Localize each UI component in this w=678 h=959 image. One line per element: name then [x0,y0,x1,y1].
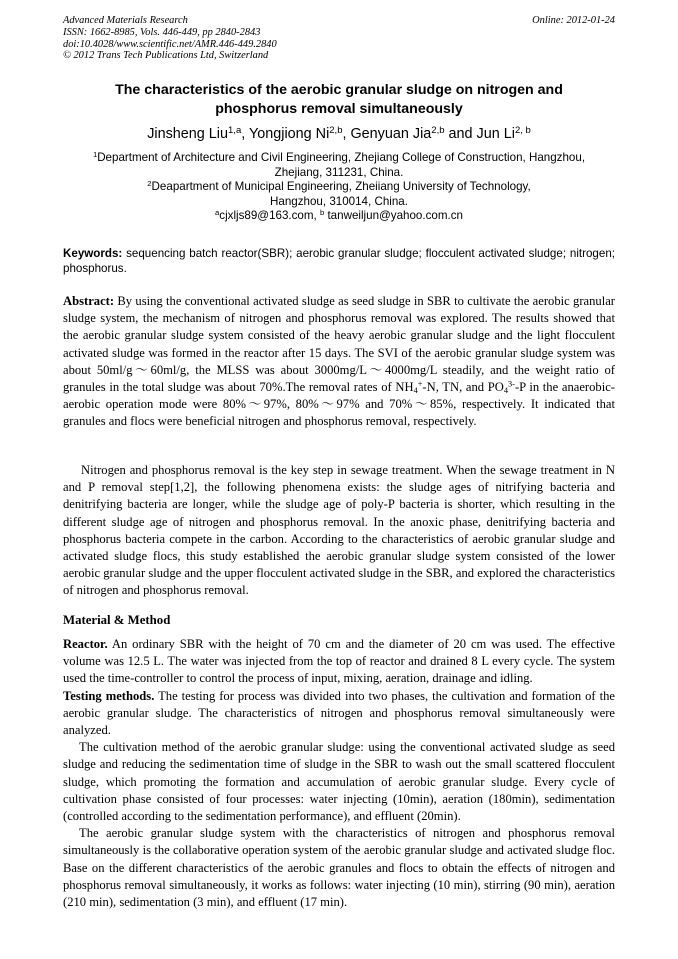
author-affiliation-sup: 2, b [514,124,531,136]
abstract-text-3: -P in the anaerobic-aerobic operation mode were 80%～97%, 80%～97% and 70%～85%, respectively. It indicated that granules and flocs were beneficial nitrogen and phosphorus removal, respectively. [63,380,615,429]
reactor-text: An ordinary SBR with the height of 70 cm and the diameter of 20 cm was used. The effective volume was 12.5 L. The water was injected from the top of reactor and drained 8 L every cycle. The system used the time-controller to control the process of input, mixing, aeration, drainage and idling. [63,637,615,686]
affiliation-2-text: Deapartment of Municipal Engineering, Zheiiang University of Technology, [151,180,531,194]
affiliation-2-marker: 2 [147,178,152,188]
title-line-2: phosphorus removal simultaneously [215,100,463,117]
copyright-line: © 2012 Trans Tech Publications Ltd, Switzerland [63,50,269,62]
email-line [63,209,615,224]
affiliation-2-line-2: Hangzhou, 310014, China. [270,194,408,208]
author-name: Jinsheng Liu [147,126,229,142]
author-name: Genyuan Jia [350,126,432,142]
email-a-marker: a [215,208,220,218]
author-name: Jun Li [476,126,515,142]
abstract-text-1: By using the conventional activated sludge as seed sludge in SBR to cultivate the aerobic granular sludge system, the mechanism of nitrogen and phosphorus removal was explored. The results showed that the aerobic granular sludge system consisted of the heavy aerobic granular sludge and the light flocculent activated sludge was formed in the reactor after 15 days. The SVI of the aerobic granular sludge system was about 50ml/g～60ml/g, the MLSS was about 3000mg/L～4000mg/L steadily, and the weight ratio of granules in the total sludge was about 70%.The removal rates of NH [63,294,615,395]
reactor-label: Reactor. [63,637,108,651]
method-section [63,636,615,911]
affiliation-1-line-2: Zhejiang, 311231, China. [274,165,404,179]
journal-header [63,15,615,62]
email-b: tanweiljun@yahoo.com.cn [324,209,463,223]
keywords-label: Keywords: [63,247,123,260]
abstract-text-2: -N, TN, and PO [422,380,504,395]
email-b-marker: b [319,208,325,218]
system-paragraph: The aerobic granular sludge system with the characteristics of nitrogen and phosphorus removal simultaneously is the collaborative operation system of the aerobic granular sludge and activated sludge floc. Base on the different characteristics of the aerobic granules and flocs to obtain the effects of nitrogen and phosphorus removal simultaneously, it works as follows: water injecting (10 min), stirring (90 min), aeration (210 min), sedimentation (3 min), and effluent (17 min). [63,826,615,910]
po4-subscript: 4 [503,386,509,396]
cultivation-paragraph: The cultivation method of the aerobic granular sludge: using the conventional activated sludge as seed sludge and reducing the sedimentation time of sludge in the SBR to wash out the small scattered flocculent sludge, which promoting the formation and accumulation of aerobic granular sludge. Every cycle of cultivation phase consisted of four processes: water injecting (10min), aeration (180min), sedimentation (controlled according to the sedimentation performance), and effluent (20min). [63,740,615,824]
doi-line: doi:10.4028/www.scientific.net/AMR.446-449.2840 [63,38,277,50]
issn-line: ISSN: 1662-8985, Vols. 446-449, pp 2840-2843 [63,26,261,38]
title-line-1: The characteristics of the aerobic granular sludge on nitrogen and [115,82,563,98]
author-name: Yongjiong Ni [248,126,330,142]
paper-title [63,81,615,118]
introduction-paragraph: Nitrogen and phosphorus removal is the key step in sewage treatment. When the sewage treatment in N and P removal step[1,2], the following phenomena exists: the sludge ages of nitrifying bacteria and denitrifying bacteria are longer, while the sludge age of poly-P bacteria is shorter, which resulting in the different sludge age of nitrogen and phosphorus removal. In the anoxic phase, denitrifying bacteria and phosphorus bacteria compete in the carbon. According to the characteristics of aerobic granular sludge and activated sludge flocs, this study established the aerobic granular sludge system consisted of the lower aerobic granular sludge and the upper flocculent activated sludge in the SBR, and explored the characteristics of nitrogen and phosphorus removal. [63,463,615,598]
affiliations [63,151,615,224]
affiliation-1-line-1 [63,151,615,166]
nh4-subscript: 4 [413,386,418,396]
testing-label: Testing methods. [63,688,155,703]
author-and: and [444,126,477,142]
abstract [63,293,615,431]
author-affiliation-sup: 1,a [228,124,242,136]
affiliation-1-marker: 1 [92,149,98,159]
author-affiliation-sup: 2,b [329,124,343,136]
nh4-superscript: + [417,379,423,389]
author-affiliation-sup: 2,b [431,124,445,136]
journal-name: Advanced Materials Research [63,15,188,26]
online-date: Online: 2012-01-24 [532,15,615,26]
reactor-paragraph [63,636,615,688]
testing-paragraph [63,688,615,740]
author-list [63,124,615,144]
section-heading: Material & Method [63,613,171,627]
affiliation-1-text: Department of Architecture and Civil Engineering, Zhejiang College of Construction, Hangzhou, [97,151,586,164]
email-a: cjxljs89@163.com, [219,209,320,223]
keywords-text: sequencing batch reactor(SBR); aerobic granular sludge; flocculent activated sludge; nitrogen; phosphorus. [63,247,615,275]
abstract-label: Abstract: [63,294,115,308]
author-separator: , [342,126,351,142]
keywords [63,246,615,276]
testing-text: The testing for process was divided into two phases, the cultivation and formation of the aerobic granular sludge. The characteristics of nitrogen and phosphorus removal simultaneously were analyzed. [63,688,615,738]
affiliation-2-line-1 [63,180,615,195]
author-separator: , [241,126,249,142]
po4-superscript: 3- [508,379,515,389]
